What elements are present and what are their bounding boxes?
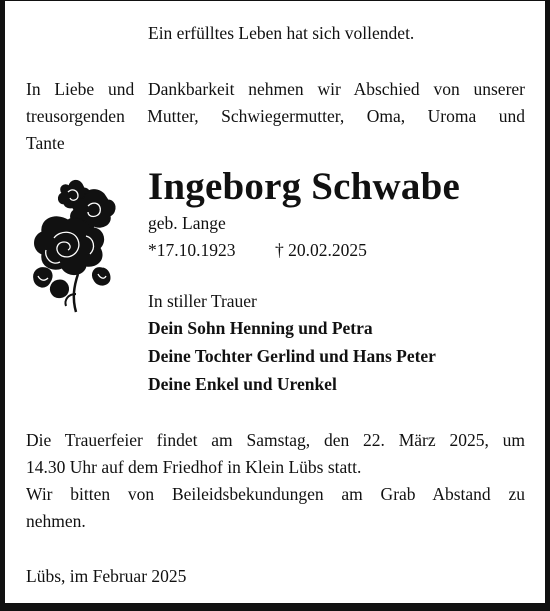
mourner-1: Dein Sohn Henning und Petra	[148, 318, 373, 338]
funeral-line-2: 14.30 Uhr auf dem Friedhof in Klein Lübs statt.	[26, 457, 362, 477]
headline: Ein erfülltes Leben hat sich vollendet.	[148, 23, 415, 43]
birth-date: *17.10.1923	[148, 240, 236, 260]
mourner-3: Deine Enkel und Urenkel	[148, 374, 337, 394]
intro-line-3: Tante	[26, 133, 65, 153]
mourner-2: Deine Tochter Gerlind und Hans Peter	[148, 346, 436, 366]
rose-icon	[24, 176, 134, 316]
funeral-line-3: Wir bitten von Beileidsbekundungen am Grab Abstand zu	[26, 484, 525, 504]
place-date: Lübs, im Februar 2025	[26, 566, 187, 586]
maiden-name: geb. Lange	[148, 213, 226, 233]
intro-line-1: In Liebe und Dankbarkeit nehmen wir Abschied von unserer	[26, 79, 525, 99]
deceased-name: Ingeborg Schwabe	[148, 165, 460, 208]
death-date: † 20.02.2025	[275, 240, 367, 260]
intro-line-2: treusorgenden Mutter, Schwiegermutter, Oma, Uroma und	[26, 106, 525, 126]
mourning-intro: In stiller Trauer	[148, 291, 257, 311]
funeral-line-4: nehmen.	[26, 511, 86, 531]
funeral-line-1: Die Trauerfeier findet am Samstag, den 22. März 2025, um	[26, 430, 525, 450]
